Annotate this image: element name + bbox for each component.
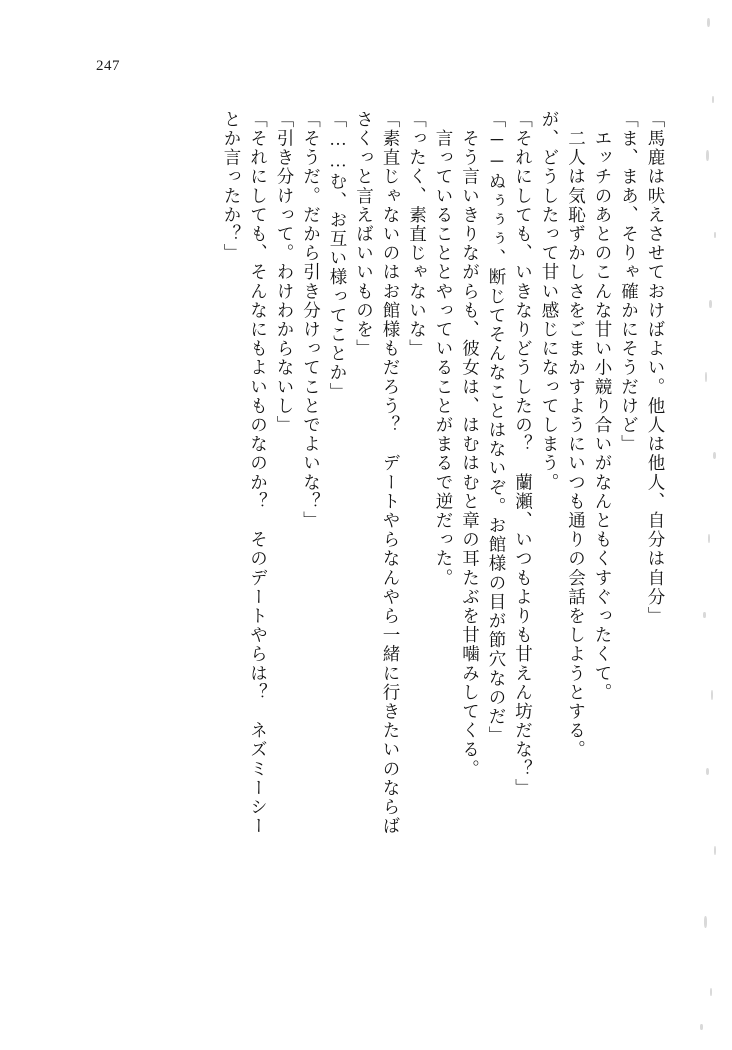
scan-speckle [712, 96, 714, 103]
scan-speckle [710, 988, 712, 996]
text-line: 「素直じゃないのはお館様もだろう？ デートやらなんやら一緒に行きたいのならば [381, 110, 401, 836]
text-line: 「──ぬぅぅぅ、断じてそんなことはないぞ。お館様の目が節穴なのだ」 [487, 110, 507, 746]
scan-speckle [714, 846, 716, 855]
scan-speckle [707, 18, 710, 27]
scan-speckle [708, 534, 710, 543]
scan-speckle [711, 690, 713, 700]
scan-speckle [706, 150, 709, 161]
scan-speckle [700, 1024, 703, 1030]
scan-speckle [714, 232, 716, 238]
text-line: 「引き分けって。わけわからないし」 [275, 110, 295, 435]
scan-speckle [705, 372, 707, 382]
scan-speckle [704, 916, 707, 928]
text-line: 二人は気恥ずかしさをごまかすようにいつも通りの会話をしようとする。 [566, 110, 587, 760]
text-line: とか言ったか？」 [222, 110, 242, 263]
text-line: 「ま、まあ、そりゃ確かにそうだけど」 [619, 110, 640, 454]
vertical-text-body [223, 110, 665, 990]
text-line: エッチのあとのこんな甘い小競り合いがなんともくすぐったくて。 [593, 110, 613, 703]
scan-speckle [709, 300, 712, 308]
text-line: さくっと言えばいいものを」 [354, 110, 375, 359]
text-line: 「そうだ。だから引き分けってことでよいな？」 [301, 110, 322, 531]
text-line: 「それにしても、いきなりどうしたの？ 蘭瀬、いつもよりも甘えん坊だな？」 [513, 110, 534, 798]
text-line: そう言いきりながらも、彼女は、はむはむと章の耳たぶを甘噛みしてくる。 [460, 110, 481, 779]
scan-speckle [713, 452, 716, 459]
text-line: 「ったく、素直じゃないな」 [407, 110, 428, 359]
scan-speckle [703, 612, 706, 618]
text-line: 「それにしても、そんなにもよいものなのか？ そのデートやらは？ ネズミーシー [248, 110, 269, 836]
text-line: 「馬鹿は吠えさせておけばよい。他人は他人、自分は自分」 [646, 110, 666, 626]
page-number: 247 [96, 58, 120, 74]
text-line: 言っていることとやっていることがまるで逆だった。 [434, 110, 454, 588]
text-line: 「……む、お互い様ってことか」 [328, 110, 348, 402]
text-line: が、どうしたって甘い感じになってしまう。 [540, 110, 560, 492]
scan-speckle [706, 768, 709, 775]
